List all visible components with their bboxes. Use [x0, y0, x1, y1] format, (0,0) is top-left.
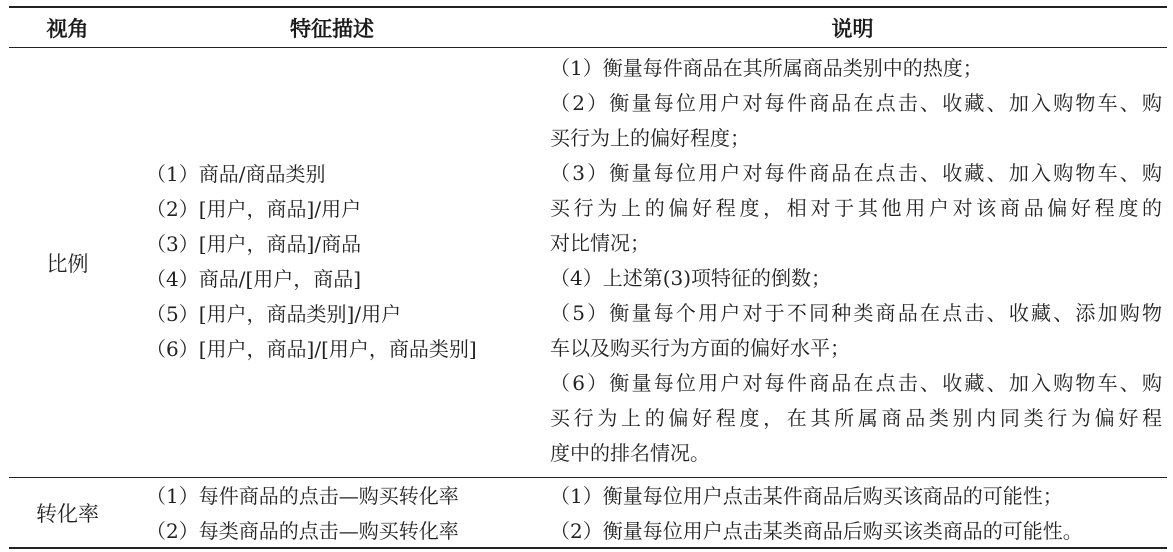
feature-item: （1）每件商品的点击—购买转化率 — [146, 484, 459, 508]
header-rule — [9, 47, 1167, 48]
description-line: （1）衡量每件商品在其所属商品类别中的热度； — [550, 56, 983, 80]
description-line: 对比情况； — [550, 231, 650, 255]
header-description: 说明 — [831, 16, 874, 41]
description-line: （5）衡量每个用户对于不同种类商品在点击、收藏、添加购物 — [550, 301, 1162, 325]
description-line: 买行为上的偏好程度，在其所属商品类别内同类行为偏好程 — [550, 406, 1162, 430]
conversion-feature-list — [146, 479, 459, 549]
row-angle-conversion: 转化率 — [36, 501, 99, 526]
feature-item: （2）每类商品的点击—购买转化率 — [146, 519, 459, 543]
feature-item: （6）[用户，商品]/[用户，商品类别] — [146, 337, 477, 361]
feature-item: （2）[用户，商品]/用户 — [146, 197, 362, 221]
description-line: 度中的排名情况。 — [550, 441, 710, 465]
feature-table — [9, 0, 1167, 552]
header-feature: 特征描述 — [290, 16, 374, 41]
description-line: （2）衡量每位用户点击某类商品后购买该类商品的可能性。 — [550, 519, 1083, 543]
description-line: 买行为上的偏好程度； — [550, 126, 750, 150]
description-line: 车以及购买行为方面的偏好水平； — [550, 336, 850, 360]
feature-item: （3）[用户，商品]/商品 — [146, 232, 362, 256]
description-line: （2）衡量每位用户对每件商品在点击、收藏、加入购物车、购 — [550, 91, 1162, 115]
row-separator-rule — [9, 477, 1167, 478]
description-line: （4）上述第(3)项特征的倒数； — [550, 266, 832, 290]
ratio-feature-list — [146, 157, 477, 367]
description-line: 买行为上的偏好程度，相对于其他用户对该商品偏好程度的 — [550, 196, 1162, 220]
description-line: （6）衡量每位用户对每件商品在点击、收藏、加入购物车、购 — [550, 371, 1162, 395]
feature-item: （5）[用户，商品类别]/用户 — [146, 302, 402, 326]
row-angle-ratio: 比例 — [46, 251, 89, 276]
description-line: （3）衡量每位用户对每件商品在点击、收藏、加入购物车、购 — [550, 161, 1162, 185]
header-angle: 视角 — [46, 16, 89, 41]
description-line: （1）衡量每位用户点击某件商品后购买该商品的可能性； — [550, 484, 1063, 508]
ratio-description-list — [550, 51, 1162, 471]
table-bottom-rule — [9, 547, 1167, 549]
conversion-description-list — [550, 479, 1162, 549]
feature-item: （1）商品/商品类别 — [146, 162, 326, 186]
feature-item: （4）商品/[用户，商品] — [146, 267, 362, 291]
